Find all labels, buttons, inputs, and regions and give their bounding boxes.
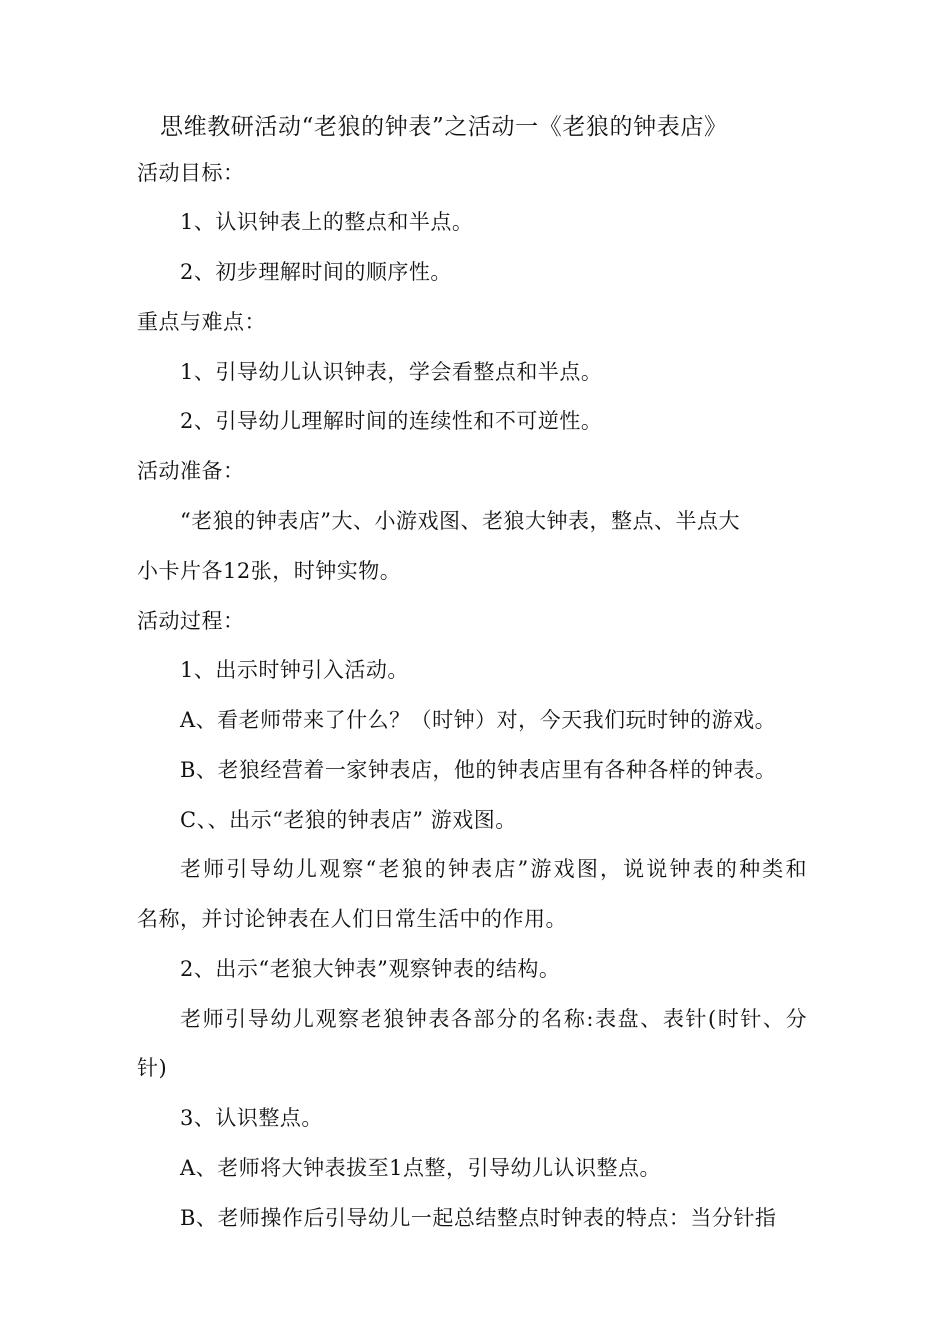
process-step-1c: C、、出示“老狼的钟表店” 游戏图。 — [180, 808, 517, 832]
process-step-1b: B、老狼经营着一家钟表店，他的钟表店里有各种各样的钟表。 — [180, 758, 777, 782]
section-heading-key-points: 重点与难点： — [137, 310, 266, 334]
paragraph-line: 名称，并讨论钟表在人们日常生活中的作用。 — [137, 907, 567, 931]
paragraph-line: 针) — [137, 1056, 168, 1080]
key-point-item-2: 2、引导幼儿理解时间的连续性和不可逆性。 — [180, 409, 603, 433]
goal-item-1: 1、认识钟表上的整点和半点。 — [180, 210, 474, 234]
process-step-2: 2、出示“老狼大钟表”观察钟表的结构。 — [180, 957, 561, 981]
key-point-item-1: 1、引导幼儿认识钟表，学会看整点和半点。 — [180, 360, 603, 384]
preparation-line-2: 小卡片各12张，时钟实物。 — [137, 559, 402, 583]
paragraph-line: 老师引导幼儿观察老狼钟表各部分的名称:表盘、表针(时针、分 — [180, 1007, 807, 1031]
process-step-1: 1、出示时钟引入活动。 — [180, 658, 409, 682]
goal-item-2: 2、初步理解时间的顺序性。 — [180, 260, 452, 284]
document-title: 思维教研活动“老狼的钟表”之活动一《老狼的钟表店》 — [160, 114, 728, 140]
process-step-3: 3、认识整点。 — [180, 1106, 323, 1130]
paragraph-line: 老师引导幼儿观察“老狼的钟表店”游戏图，说说钟表的种类和 — [180, 857, 807, 881]
section-heading-preparation: 活动准备： — [137, 459, 245, 483]
process-step-1a: A、看老师带来了什么？（时钟）对，今天我们玩时钟的游戏。 — [180, 708, 777, 732]
preparation-line-1: “老狼的钟表店”大、小游戏图、老狼大钟表，整点、半点大 — [180, 509, 740, 533]
section-heading-goals: 活动目标： — [137, 161, 245, 185]
process-step-3a: A、老师将大钟表拔至1点整，引导幼儿认识整点。 — [180, 1156, 662, 1180]
section-heading-process: 活动过程： — [137, 609, 245, 633]
process-step-3b: B、老师操作后引导幼儿一起总结整点时钟表的特点：当分针指 — [180, 1206, 777, 1230]
